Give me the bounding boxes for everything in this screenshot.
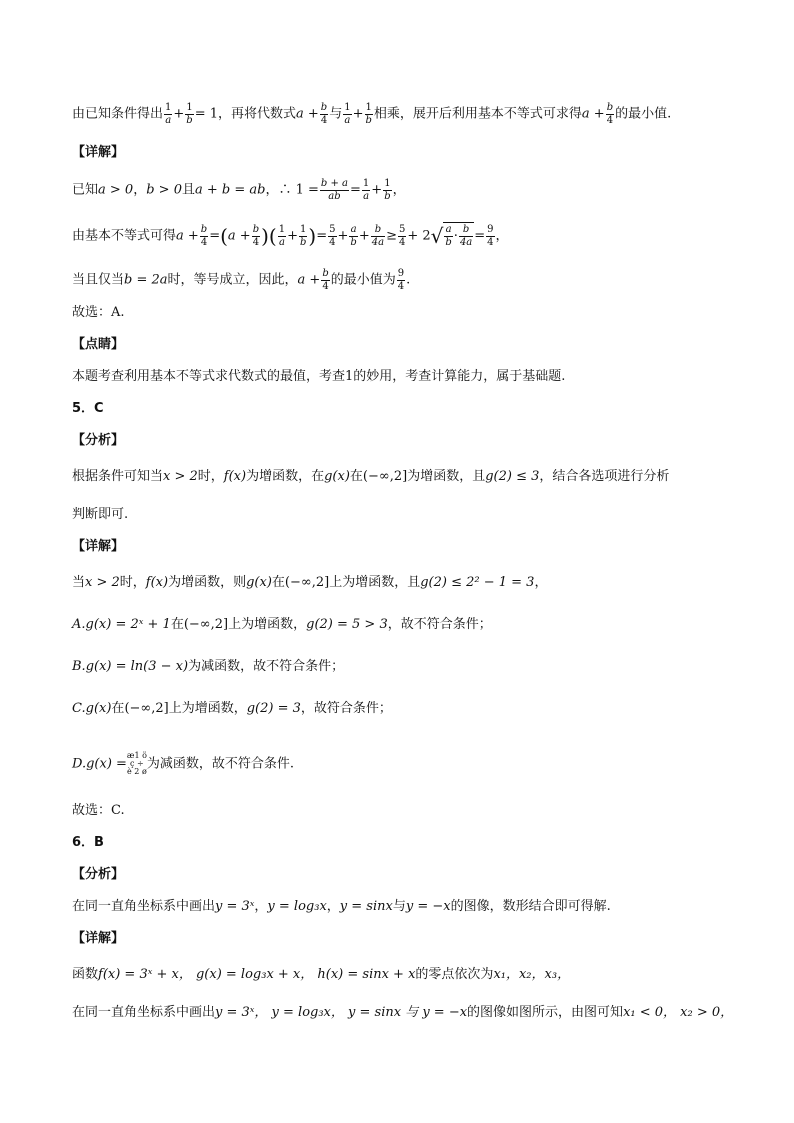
frac-b-over-4: $\frac{b}{4}$ — [320, 102, 328, 126]
detail-6-line-2: 在同一直角坐标系中画出y = 3ˣ， y = log₃x， y = sinx 与 y = −x的图像如图所示，由图可知x₁ < 0， x₂ > 0， — [72, 1005, 734, 1020]
analysis-5-line-1: 根据条件可知当x > 2时，f(x)为增函数，在g(x)在(−∞,2]为增函数，且g(2) ≤ 3，结合各选项进行分析 — [72, 469, 670, 484]
detail-5-line-1: 当x > 2时，f(x)为增函数，则g(x)在(−∞,2]上为增函数，且g(2) ≤ 2² − 1 = 3， — [72, 575, 548, 590]
analysis-5-line-2: 判断即可. — [72, 507, 129, 522]
option-d-line: D.g(x) = æ1 ö ç ÷ è 2 ø 为减函数，故不符合条件. — [72, 751, 295, 776]
choose-a: 故选：A. — [72, 305, 125, 320]
analysis-6-line: 在同一直角坐标系中画出y = 3ˣ，y = log₃x，y = sinx与y = −x的图像，数形结合即可得解. — [72, 899, 611, 914]
option-b-line: B.g(x) = ln(3 − x)为减函数，故不符合条件； — [72, 659, 345, 674]
option-a-line: A.g(x) = 2ˣ + 1在(−∞,2]上为增函数，g(2) = 5 > 3，故不符合条件； — [72, 617, 492, 632]
analysis-line-1: 由已知条件得出 $\frac{1}{a}$ + $\frac{1}{b}$ = 1，再将代数式a + $\frac{b}{4}$ 与 $\frac{1}{a}$ + $\frac{1}{b}$ 相乘，展开后利用基本不等式可求得a + $\frac{b}{4}$ 的最小值. — [72, 102, 672, 126]
option-c-line: C.g(x)在(−∞,2]上为增函数，g(2) = 3，故符合条件； — [72, 701, 392, 716]
remark-heading: 【点睛】 — [72, 337, 125, 352]
analysis-heading-6: 【分析】 — [72, 867, 125, 882]
detail-line-3: 当且仅当b = 2a时，等号成立，因此，a + $\frac{b}{4}$ 的最小值为 $\frac{9}{4}$ . — [72, 268, 411, 292]
detail-heading: 【详解】 — [72, 145, 125, 160]
detail-6-line-1: 函数f(x) = 3ˣ + x， g(x) = log₃x + x， h(x) = sinx + x的零点依次为x₁，x₂，x₃， — [72, 967, 571, 982]
analysis-heading-5: 【分析】 — [72, 433, 125, 448]
question-5: 5．C — [72, 401, 104, 416]
detail-line-1: 已知a > 0，b > 0且a + b = ab，∴ 1 = $\frac{b + a}{ab}$ = $\frac{1}{a}$ + $\frac{1}{b}$ ， — [72, 178, 406, 202]
text: 由已知条件得出 — [72, 106, 164, 122]
question-6: 6．B — [72, 835, 104, 850]
detail-heading-5: 【详解】 — [72, 539, 125, 554]
frac-1-over-a: $\frac{1}{a}$ — [165, 102, 172, 126]
choose-c: 故选：C. — [72, 803, 125, 818]
detail-line-2: 由基本不等式可得a + $\frac{b}{4}$ =(a + $\frac{b}{4}$ )( $\frac{1}{a}$ + $\frac{1}{b}$ )= $\frac{5}{4}$ + $\frac{a}{b}$ + $\frac{b}{4a}$ ≥ $\frac{5}{4}$ + 2√ $\frac{a}{b}$ · $\frac{b}{4a}$ = $\frac{9}{4}$ ， — [72, 224, 509, 248]
frac-1-over-b: $\frac{1}{b}$ — [186, 102, 193, 126]
garbled-formula: æ1 ö ç ÷ è 2 ø — [126, 751, 147, 776]
remark-text: 本题考查利用基本不等式求代数式的最值，考查1的妙用，考查计算能力，属于基础题. — [72, 369, 566, 384]
detail-heading-6: 【详解】 — [72, 931, 125, 946]
